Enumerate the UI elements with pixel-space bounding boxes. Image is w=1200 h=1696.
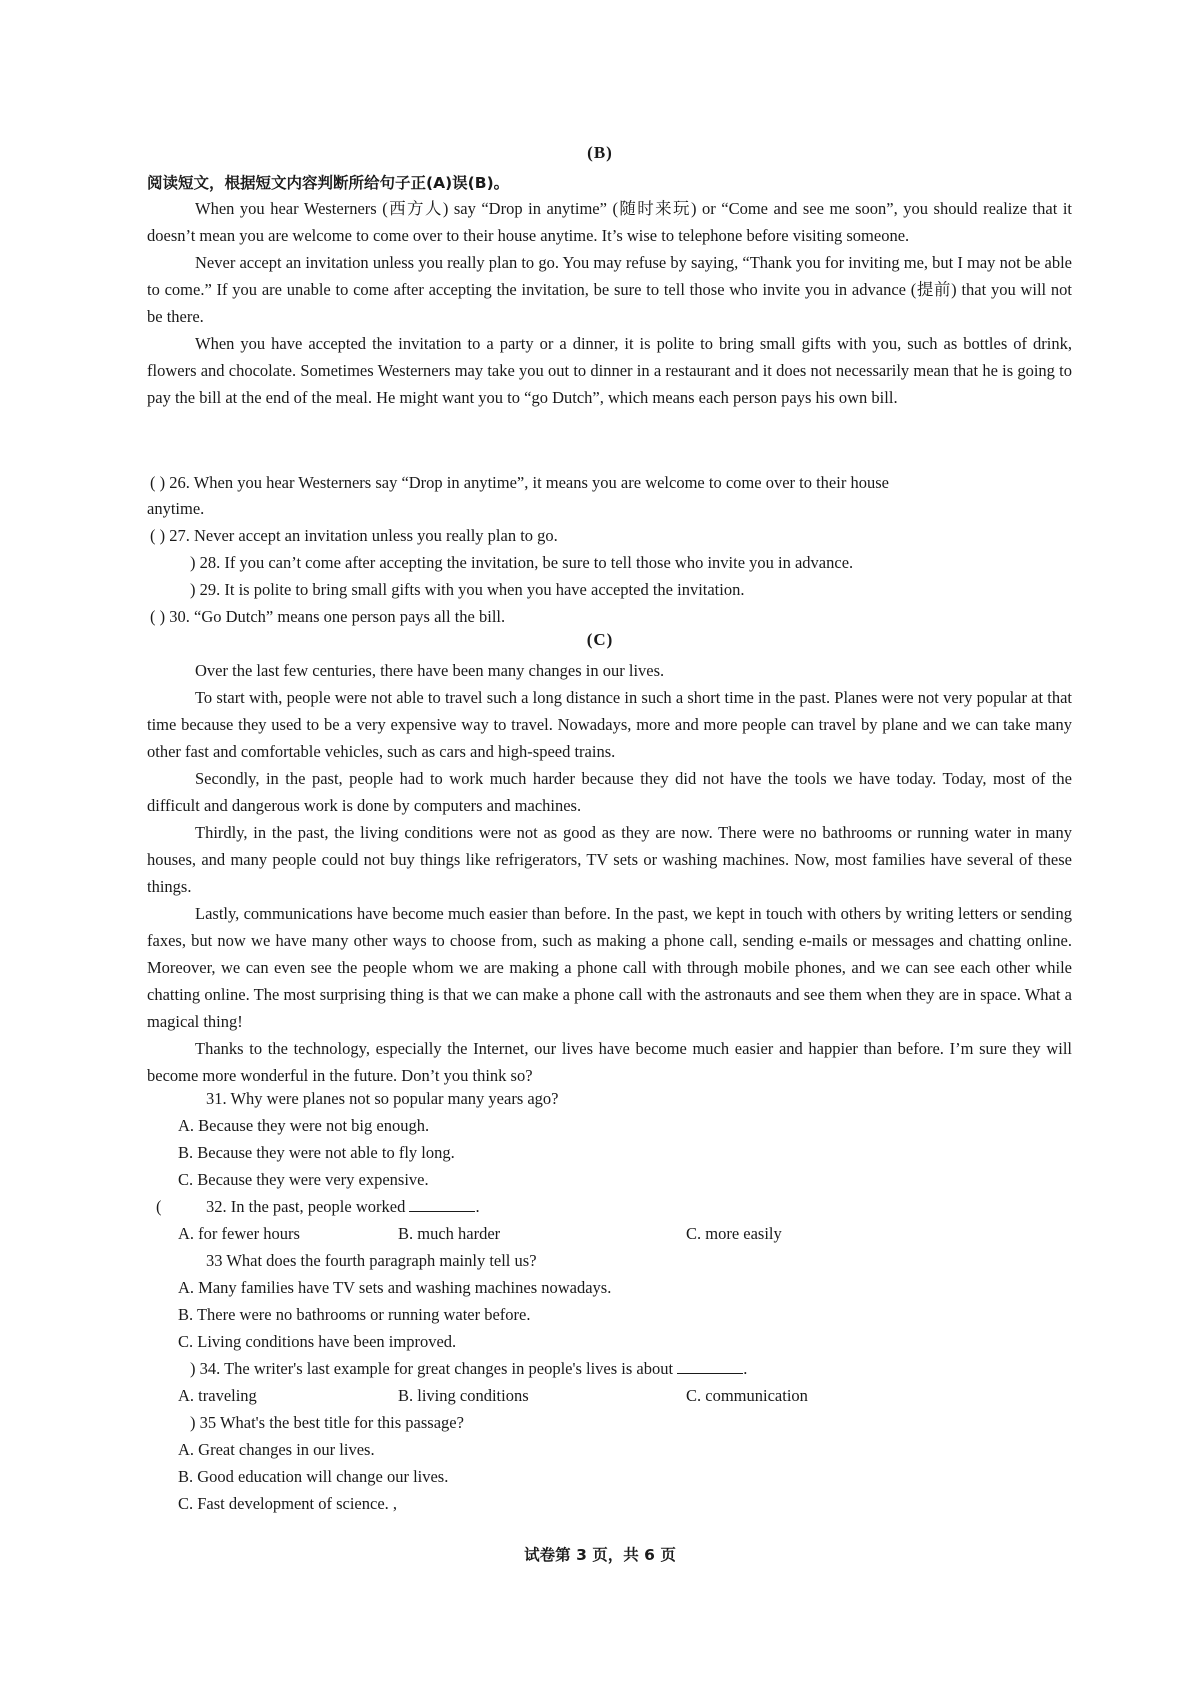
question-27: ( ) 27. Never accept an invitation unless you really plan to go.	[150, 526, 558, 545]
option-34-a: A. traveling	[178, 1386, 257, 1405]
answer-blank	[677, 1357, 743, 1374]
section-b-passage	[147, 195, 1072, 411]
option-35-a: A. Great changes in our lives.	[178, 1440, 375, 1459]
question-30: ( ) 30. “Go Dutch” means one person pays all the bill.	[150, 607, 506, 626]
option-31-c: C. Because they were very expensive.	[178, 1170, 429, 1189]
passage-paragraph: Never accept an invitation unless you really plan to go. You may refuse by saying, “Thank you for inviting me, but I may not be able to come.” If you are unable to come after accepting the invitation, be sure to tell those who invite you in advance (提前) that you will not be there.	[147, 253, 1072, 326]
passage-paragraph: Thanks to the technology, especially the Internet, our lives have become much easier and happier than before. I’m sure they will become more wonderful in the future. Don’t you think so?	[147, 1039, 1072, 1085]
section-b-instruction: 阅读短文，根据短文内容判断所给句子正(A)误(B)。	[147, 174, 510, 192]
option-33-c: C. Living conditions have been improved.	[178, 1332, 457, 1351]
passage-paragraph: To start with, people were not able to travel such a long distance in such a short time in the past. Planes were not very popular at that time because they used to be a very expensive way to travel. Nowadays, more and more people can travel by plane and we can take many other fast and comfortable vehicles, such as cars and high-speed trains.	[147, 688, 1072, 761]
passage-paragraph: Thirdly, in the past, the living conditions were not as good as they are now. There were no bathrooms or running water in many houses, and many people could not buy things like refrigerators, TV sets or washing machines. Now, most families have several of these things.	[147, 823, 1072, 896]
passage-paragraph: When you have accepted the invitation to a party or a dinner, it is polite to bring small gifts with you, such as bottles of drink, flowers and chocolate. Sometimes Westerners may take you out to dinner in a restaurant and it does not necessarily mean that he is going to pay the bill at the end of the meal. He might want you to “go Dutch”, which means each person pays his own bill.	[147, 334, 1072, 407]
option-32-b: B. much harder	[398, 1224, 501, 1243]
option-32-c: C. more easily	[686, 1224, 782, 1243]
option-33-b: B. There were no bathrooms or running water before.	[178, 1305, 531, 1324]
passage-paragraph: When you hear Westerners (西方人) say “Drop in anytime” (随时来玩) or “Come and see me soon”, you should realize that it doesn’t mean you are welcome to come over to their house anytime. It’s wise to telephone before visiting someone.	[147, 199, 1072, 245]
option-35-b: B. Good education will change our lives.	[178, 1467, 449, 1486]
question-35: ) 35 What's the best title for this passage?	[190, 1413, 464, 1432]
option-31-a: A. Because they were not big enough.	[178, 1116, 430, 1135]
question-28: ) 28. If you can’t come after accepting the invitation, be sure to tell those who invite you in advance.	[190, 553, 854, 572]
passage-paragraph: Over the last few centuries, there have been many changes in our lives.	[195, 661, 665, 680]
question-26-cont: anytime.	[147, 499, 205, 518]
section-c-title: (C)	[586, 630, 614, 649]
question-31: 31. Why were planes not so popular many years ago?	[206, 1089, 559, 1108]
question-33: 33 What does the fourth paragraph mainly tell us?	[206, 1251, 537, 1270]
question-32-text: 32. In the past, people worked	[206, 1197, 406, 1216]
question-34-text: ) 34. The writer's last example for great changes in people's lives is about	[190, 1359, 674, 1378]
passage-paragraph: Lastly, communications have become much easier than before. In the past, we kept in touch with others by writing letters or sending faxes, but now we have many other ways to choose from, such as making a phone call, sending e-mails or messages and chatting online. Moreover, we can even see the people whom we are making a phone call with through mobile phones, and we can see each other while chatting online. The most surprising thing is that we can make a phone call with the astronauts and see them when they are in space. What a magical thing!	[147, 904, 1072, 1031]
section-c-passage	[147, 657, 1072, 1089]
option-35-c: C. Fast development of science. ,	[178, 1494, 398, 1513]
question-32-paren: (	[156, 1197, 162, 1216]
section-b-title: (B)	[587, 143, 613, 162]
question-32	[206, 1194, 480, 1220]
question-32-end: .	[475, 1197, 480, 1216]
question-34	[190, 1356, 747, 1382]
question-34-end: .	[743, 1359, 748, 1378]
question-26: ( ) 26. When you hear Westerners say “Drop in anytime”, it means you are welcome to come over to their house	[150, 473, 889, 492]
option-33-a: A. Many families have TV sets and washing machines nowadays.	[178, 1278, 612, 1297]
passage-paragraph: Secondly, in the past, people had to work much harder because they did not have the tools we have today. Today, most of the difficult and dangerous work is done by computers and machines.	[147, 769, 1072, 815]
option-31-b: B. Because they were not able to fly long.	[178, 1143, 455, 1162]
option-32-a: A. for fewer hours	[178, 1224, 300, 1243]
option-34-b: B. living conditions	[398, 1386, 529, 1405]
question-29: ) 29. It is polite to bring small gifts with you when you have accepted the invitation.	[190, 580, 745, 599]
answer-blank	[409, 1195, 475, 1212]
page-footer: 试卷第 3 页，共 6 页	[524, 1546, 676, 1564]
option-34-c: C. communication	[686, 1386, 808, 1405]
